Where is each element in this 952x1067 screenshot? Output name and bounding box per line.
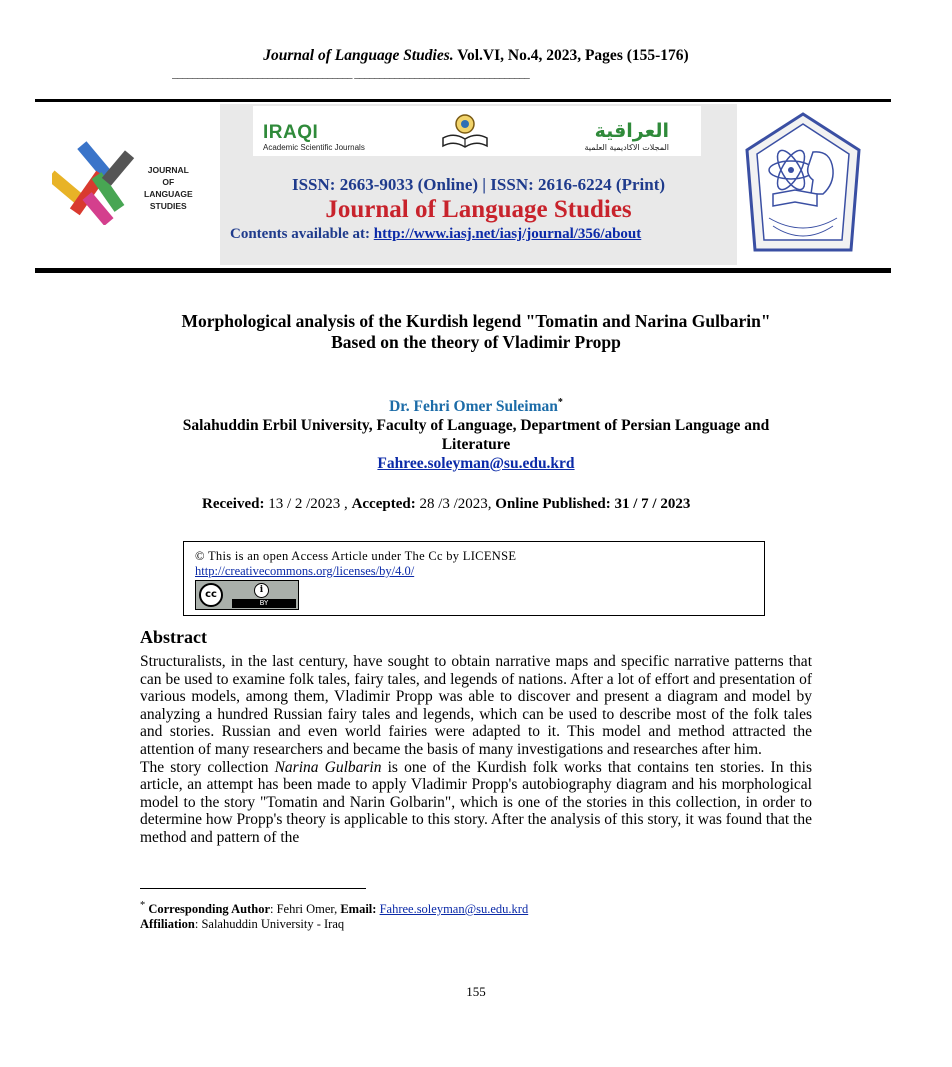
author-name-text: Dr. Fehri Omer Suleiman: [389, 398, 558, 416]
corresponding-author-line: [140, 898, 840, 917]
header-rule-top: [35, 99, 891, 102]
abstract-heading: Abstract: [140, 627, 207, 647]
logo-text-line: LANGUAGE: [144, 189, 193, 199]
published-date: 31 / 7 / 2023: [610, 496, 691, 512]
logo-text-line: JOURNAL: [147, 165, 189, 175]
received-label: Received:: [202, 496, 265, 512]
attribution-icon: i: [254, 583, 269, 598]
footnote-email-link[interactable]: Fahree.soleyman@su.edu.krd: [379, 902, 529, 917]
article-subtitle-line: Based on the theory of Vladimir Propp: [331, 332, 621, 352]
publication-dates: [202, 496, 802, 513]
page-number: 155: [466, 984, 486, 999]
abstract-text: is one of the Kurdish folk works that contains ten stories. In this article, an attempt has been made to apply Vladimir Propp's autobiography diagram and his morphological model to the story "Tomatin and Narin Golbarin", which is one of the stories in this collection, in order to determine how Propp's theory is applicable to this story. After the analysis of this story, it was found that the method and pattern of the: [140, 758, 812, 846]
abstract-text: The story collection: [140, 758, 275, 776]
logo-text-line: OF: [162, 177, 175, 187]
author-name: [0, 397, 952, 416]
license-text: © This is an open Access Article under The Cc by LICENSE: [195, 549, 517, 563]
arabic-logo-subtitle: المجلات الاكاديمية العلمية: [584, 143, 669, 152]
running-head: [0, 47, 952, 65]
received-date: 13 / 2 /2023 ,: [264, 496, 352, 512]
footnote-mark: *: [140, 900, 146, 911]
footnote: [140, 898, 840, 932]
cc-icon: cc: [199, 583, 223, 607]
article-title: [150, 311, 802, 353]
affiliation-line: [140, 917, 840, 932]
abstract-body: [140, 653, 812, 847]
iraqi-logo: IRAQI: [263, 122, 319, 143]
issn-line: ISSN: 2663-9033 (Online) | ISSN: 2616-6224 (Print): [291, 175, 666, 194]
abstract-paragraph: [140, 759, 812, 847]
cc-by-label: BY: [232, 599, 296, 608]
logo-text-line: STUDIES: [149, 201, 187, 211]
license-box: [183, 541, 765, 616]
accepted-label: Accepted:: [351, 496, 416, 512]
banner-journal-title: Journal of Language Studies: [325, 196, 632, 223]
university-seal: [739, 110, 867, 260]
contents-available: [230, 226, 730, 243]
header-rule-bottom: [35, 268, 891, 273]
corresponding-author-name: : Fehri Omer,: [270, 902, 341, 917]
running-head-volume: Vol.VI, No.4, 2023, Pages (155-176): [453, 47, 689, 64]
journal-logo-icon: [52, 140, 144, 225]
author-footnote-mark: *: [557, 397, 563, 408]
journal-logo-text: [144, 164, 193, 212]
corresponding-author-label: Corresponding Author: [145, 902, 270, 917]
contents-label: Contents available at:: [230, 226, 374, 242]
author-email-link[interactable]: Fahree.soleyman@su.edu.krd: [377, 455, 575, 472]
cc-by-badge[interactable]: [195, 580, 299, 610]
footnote-email-label: Email:: [340, 902, 377, 917]
journal-url-link[interactable]: http://www.iasj.net/iasj/journal/356/about: [373, 226, 642, 242]
license-url-link[interactable]: http://creativecommons.org/licenses/by/4.0/: [195, 564, 415, 578]
article-title-line: Morphological analysis of the Kurdish legend "Tomatin and Narina Gulbarin": [181, 311, 771, 331]
university-seal-icon: [739, 110, 867, 260]
author-affiliation: Salahuddin Erbil University, Faculty of Language, Department of Persian Language and Literature: [182, 417, 770, 453]
affiliation-label: Affiliation: [140, 917, 195, 932]
header-dash-line: ____________________________________ ___________________________________: [172, 68, 530, 80]
open-book-icon: [439, 112, 491, 152]
journal-logo: [52, 140, 202, 225]
abstract-paragraph: Structuralists, in the last century, have sought to obtain narrative maps and specific narrative patterns that can be used to examine folk tales, fairy tales, and legends of nations. After a lot of effort and presentation of various models, among them, Vladimir Propp was able to discover and present a diagram and model by analyzing a hundred Russian fairy tales and legends, which can be used to describe most of the folk tales and stories. Russian and even world fairies were adapted to it. This model and method attracted the attention of many researchers and became the basis of many investigations and researches after him.: [140, 653, 812, 758]
journal-banner: [220, 104, 737, 265]
banner-logo-strip: [253, 106, 701, 156]
arabic-logo-title: العراقية: [594, 120, 669, 142]
iraqi-logo-subtitle: Academic Scientific Journals: [263, 143, 365, 152]
affiliation-value: : Salahuddin University - Iraq: [194, 917, 345, 932]
book-title-italic: Narina Gulbarin: [274, 758, 382, 776]
published-label: Online Published:: [495, 496, 611, 512]
footnote-rule: [140, 888, 366, 889]
accepted-date: 28 /3 /2023,: [415, 496, 496, 512]
running-head-journal: Journal of Language Studies.: [263, 47, 454, 64]
